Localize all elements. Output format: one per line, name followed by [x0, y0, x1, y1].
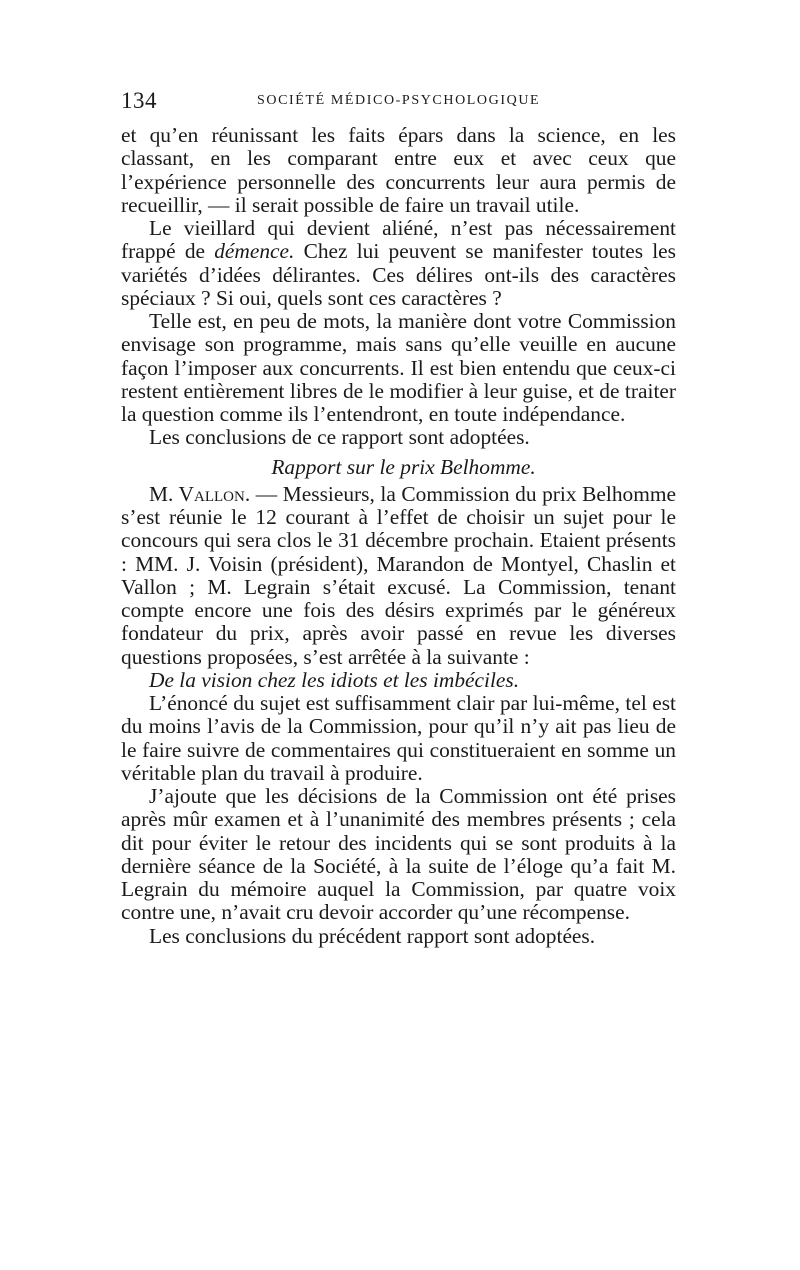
paragraph-vieillard	[121, 217, 676, 310]
paragraph-vallon	[121, 483, 676, 669]
speaker-smallcaps: allon	[194, 481, 245, 506]
page-body	[121, 124, 676, 948]
paragraph-text: Chez lui peuvent se manifester toutes les variétés d’idées délirantes. Ces délires ont-ils des caractères spéciaux ? Si oui, quels sont ces caractères ?	[121, 239, 676, 310]
emphasis-demence: démence.	[214, 239, 295, 264]
page-number: 134	[121, 88, 157, 113]
prize-subject: De la vision chez les idiots et les imbéciles.	[149, 667, 520, 692]
paragraph-text: . — Messieurs, la Commission du prix Belhomme s’est réunie le 12 courant à l’effet de choisir un sujet pour le concours qui sera clos le 31 décembre prochain. Etaient présents : MM. J. Voisin (président), Marandon de Montyel, Chaslin et Vallon ; M. Legrain s’était excusé. La Commission, tenant compte encore une fois des désirs exprimés par le généreux fondateur du prix, après avoir passé en revue les diverses questions proposées, s’est arrêtée à la suivante :	[121, 481, 677, 669]
paragraph-conclusions: Les conclusions de ce rapport sont adoptées.	[149, 425, 530, 450]
speaker-name	[149, 482, 245, 506]
paragraph-programme: Telle est, en peu de mots, la manière dont votre Commission envisage son programme, mais sans qu’elle veuille en aucune façon l’imposer aux concurrents. Il est bien entendu que ceux-ci restent entièrement libres de le modifier à leur guise, et de traiter la question comme ils l’entendront, en toute indépendance.	[121, 309, 676, 426]
paragraph-continuation: et qu’en réunissant les faits épars dans la science, en les classant, en les comparant entre eux et avec ceux que l’expérience personnelle des concurrents leur aura permis de recueillir, — il serait possible de faire un travail utile.	[121, 123, 676, 217]
paragraph-final-conclusions: Les conclusions du précédent rapport sont adoptées.	[149, 923, 596, 948]
speaker-initial: M. V	[149, 481, 195, 506]
paragraph-decisions: J’ajoute que les décisions de la Commission ont été prises après mûr examen et à l’unanimité des membres présents ; cela dit pour éviter le retour des incidents qui se sont produits à la dernière séance de la Société, à la suite de l’éloge qu’a fait M. Legrain du mémoire auquel la Commission, par quatre voix contre une, n’avait cru devoir accorder qu’une récompense.	[121, 784, 676, 925]
running-title: SOCIÉTÉ MÉDICO-PSYCHOLOGIQUE	[257, 93, 541, 108]
paragraph-enonce: L’énoncé du sujet est suffisamment clair par lui-même, tel est du moins l’avis de la Commission, pour qu’il n’y ait pas lieu de le faire suivre de commentaires qui constitueraient en somme un véritable plan du travail à produire.	[121, 691, 676, 785]
paragraph-text: Le vieillard qui devient aliéné, n’est pas nécessairement frappé de	[121, 216, 676, 264]
section-heading: Rapport sur le prix Belhomme.	[271, 454, 536, 479]
running-head	[121, 88, 676, 118]
